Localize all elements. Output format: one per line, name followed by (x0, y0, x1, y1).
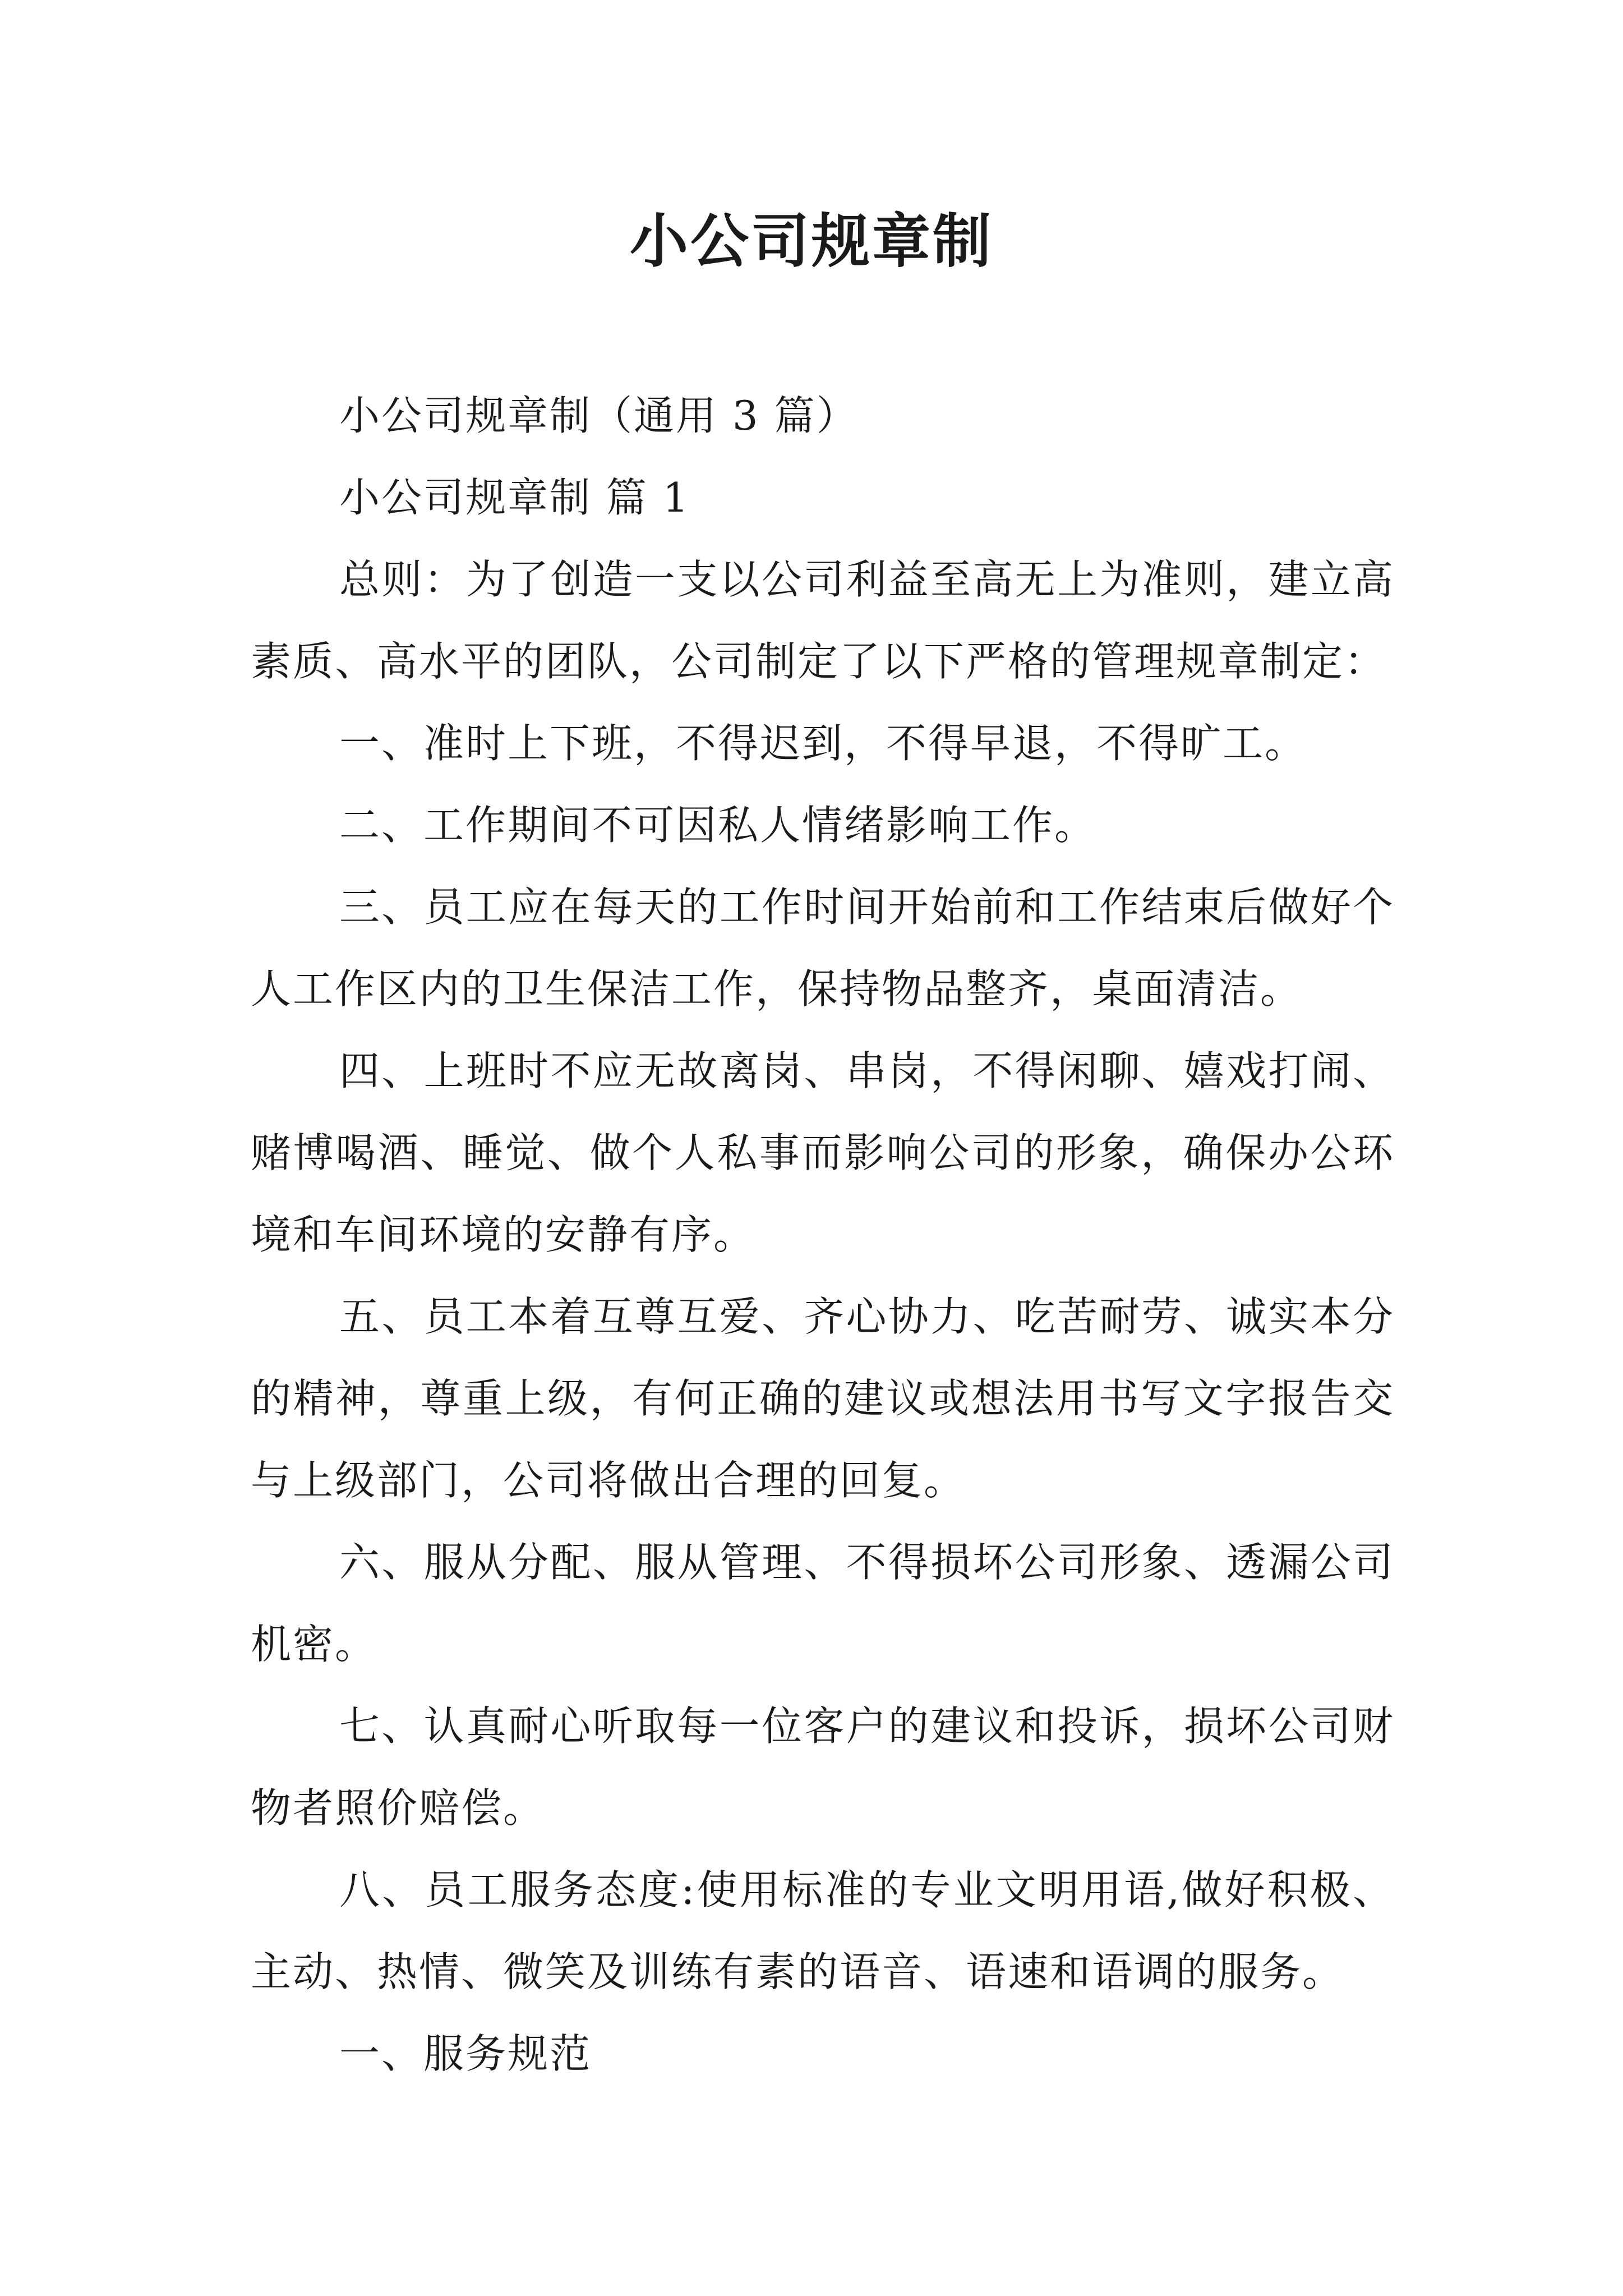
general-rule-paragraph: 总则：为了创造一支以公司利益至高无上为准则，建立高素质、高水平的团队，公司制定了以下严格的管理规章制定： (251, 556, 1395, 685)
rule-item-3: 三、员工应在每天的工作时间开始前和工作结束后做好个人工作区内的卫生保洁工作，保持物品整齐，桌面清洁。 (251, 884, 1395, 1013)
rule-item-1: 一、准时上下班，不得迟到，不得早退，不得旷工。 (339, 720, 1307, 767)
rule-item-8: 八、员工服务态度:使用标准的专业文明用语,做好积极、主动、热情、微笑及训练有素的语音、语速和语调的服务。 (251, 1866, 1395, 1995)
document-title: 小公司规章制 (629, 206, 993, 275)
rule-item-7: 七、认真耐心听取每一位客户的建议和投诉，损坏公司财物者照价赔偿。 (251, 1703, 1395, 1832)
subtitle-paragraph: 小公司规章制（通用 3 篇） (339, 392, 859, 439)
subsection-heading: 一、服务规范 (339, 2030, 592, 2077)
rule-item-4: 四、上班时不应无故离岗、串岗，不得闲聊、嬉戏打闹、赌博喝酒、睡觉、做个人私事而影响公司的形象，确保办公环境和车间环境的安静有序。 (251, 1047, 1395, 1258)
rule-item-2: 二、工作期间不可因私人情绪影响工作。 (339, 802, 1097, 849)
document-body (251, 375, 1395, 2095)
section-heading: 小公司规章制 篇 1 (339, 474, 690, 521)
rule-item-5: 五、员工本着互尊互爱、齐心协力、吃苦耐劳、诚实本分的精神，尊重上级，有何正确的建议或想法用书写文字报告交与上级部门，公司将做出合理的回复。 (251, 1293, 1395, 1504)
rule-item-6: 六、服从分配、服从管理、不得损坏公司形象、透漏公司机密。 (251, 1539, 1395, 1668)
